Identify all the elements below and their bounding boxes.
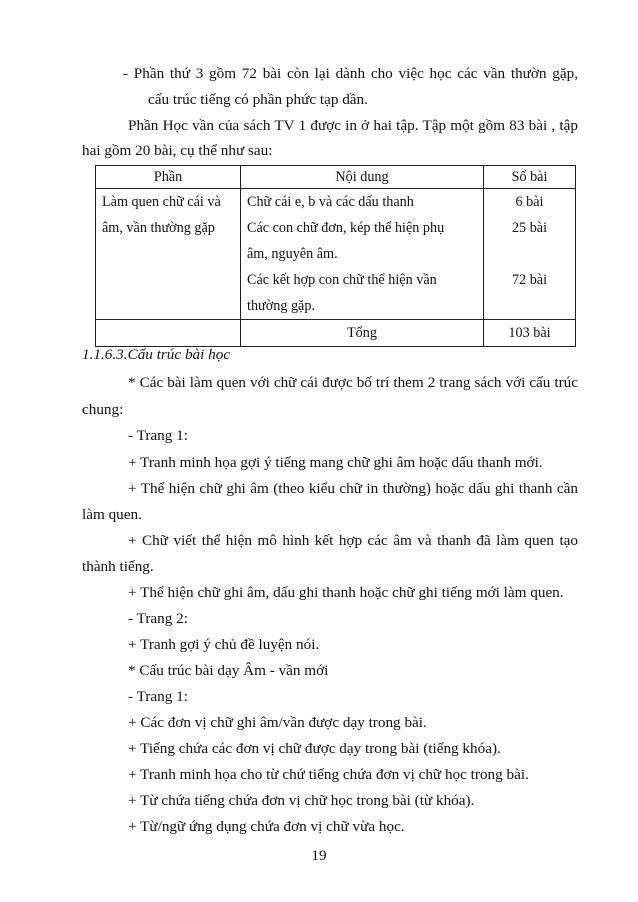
header-count: Số bài: [484, 166, 576, 189]
total-empty-cell: [96, 320, 241, 347]
body-line: - Trang 2:: [128, 610, 188, 627]
total-label: Tổng: [241, 320, 484, 347]
header-part: Phần: [96, 166, 241, 189]
body-line: thành tiếng.: [82, 558, 154, 575]
body-line: - Trang 1:: [128, 688, 188, 705]
paragraph-line: hai gồm 20 bài, cụ thể như sau:: [82, 142, 273, 159]
body-line: * Cấu trúc bài dạy Âm - vần mới: [128, 662, 329, 679]
section-heading: 1.1.6.3.Cấu trúc bài học: [82, 346, 231, 363]
table-row: [96, 189, 576, 320]
paragraph-line: - Phần thứ 3 gồm 72 bài còn lại dành cho việc học các vần thườn gặp,: [123, 65, 578, 82]
body-line: + Chữ viết thể hiện mô hình kết hợp các âm và thanh đã làm quen tạo: [128, 532, 578, 549]
body-line: - Trang 1:: [128, 427, 188, 444]
part-line: Làm quen chữ cái và: [102, 194, 221, 210]
content-cell: [241, 189, 484, 320]
body-line: + Thể hiện chữ ghi âm, dấu ghi thanh hoặc chữ ghi tiếng mới làm quen.: [128, 584, 564, 601]
body-line: chung:: [82, 401, 124, 418]
part-cell: [96, 189, 241, 320]
paragraph-line: cấu trúc tiếng có phần phức tạp dần.: [148, 91, 368, 108]
count-line: [490, 293, 569, 319]
part-line: âm, vần thường gặp: [102, 220, 215, 236]
body-line: + Từ chứa tiếng chứa đơn vị chữ học trong bài (từ khóa).: [128, 792, 475, 809]
body-line: + Thể hiện chữ ghi âm (theo kiểu chữ in thường) hoặc dấu ghi thanh cần: [128, 480, 578, 497]
body-line: làm quen.: [82, 506, 142, 523]
count-cell: [484, 189, 576, 320]
count-line: 25 bài: [511, 220, 548, 236]
content-line: âm, nguyên âm.: [247, 246, 338, 262]
lesson-table: [95, 165, 576, 347]
count-line: [490, 241, 569, 267]
body-line: + Tranh minh họa cho từ chứ tiếng chứa đơn vị chữ học trong bài.: [128, 766, 529, 783]
table-total-row: [96, 320, 576, 347]
count-line: 72 bài: [511, 272, 548, 288]
body-line: + Tranh gợi ý chủ đề luyện nói.: [128, 636, 320, 653]
total-value: 103 bài: [484, 320, 576, 347]
content-line: Các kết hợp con chữ thể hiện vần: [247, 272, 437, 288]
body-line: + Từ/ngữ ứng dụng chứa đơn vị chữ vừa học.: [128, 818, 405, 835]
page-number: 19: [311, 847, 327, 864]
count-line: 6 bài: [515, 194, 544, 210]
body-line: + Các đơn vị chữ ghi âm/vần được dạy trong bài.: [128, 714, 427, 731]
content-line: Chữ cái e, b và các dấu thanh: [247, 194, 414, 210]
content-line: Các con chữ đơn, kép thể hiện phụ: [247, 220, 445, 236]
header-content: Nội dung: [241, 166, 484, 189]
body-line: * Các bài làm quen với chữ cái được bố trí them 2 trang sách với cấu trúc: [128, 374, 578, 391]
table-header-row: [96, 166, 576, 189]
content-line: thường gặp.: [247, 298, 315, 314]
body-line: + Tranh minh họa gợi ý tiếng mang chữ ghi âm hoặc dấu thanh mới.: [128, 454, 543, 471]
body-line: + Tiếng chứa các đơn vị chữ được dạy trong bài (tiếng khóa).: [128, 740, 501, 757]
paragraph-line: Phần Học vần của sách TV 1 được in ở hai tập. Tập một gồm 83 bài , tập: [128, 117, 578, 134]
